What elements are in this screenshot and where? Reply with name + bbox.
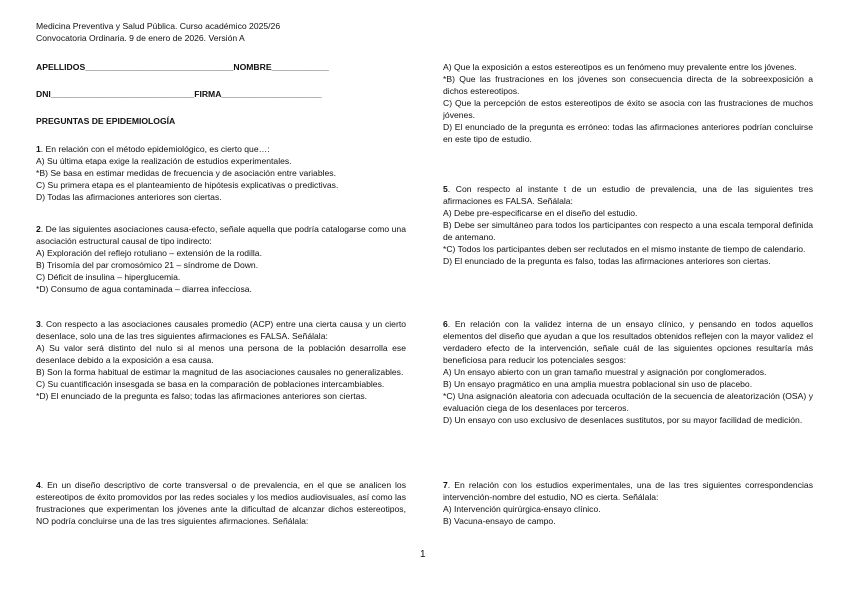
question-stem: 6. En relación con la validez interna de un ensayo clínico, y pensando en todos aquellos elementos del diseño que ayudan a que los resultados obtenidos reflejen con la mayor validez el verdadero efecto de la intervención, señale cuál de las siguientes opciones resultaría más beneficiosa para reducir los potenciales sesgos: [443,319,813,365]
option-d: D) Un ensayo con uso exclusivo de desenlaces sustitutos, por su mayor facilidad de medición. [443,415,803,425]
option-c: C) Que la percepción de estos estereotipos de éxito se asocia con las frustraciones de muchos jóvenes. [443,98,813,120]
question-number: 6 [443,319,448,329]
question-7 [443,479,813,527]
question-stem: 2. De las siguientes asociaciones causa-efecto, señale aquella que podría catalogarse como una asociación estructural causal de tipo indirecto: [36,224,406,246]
question-number: 2 [36,224,41,234]
option-a: A) Un ensayo abierto con un gran tamaño muestral y asignación por conglomerados. [443,367,767,377]
nombre-label: NOMBRE [233,62,272,72]
option-d: *D) Consumo de agua contaminada – diarrea infecciosa. [36,284,252,294]
nombre-field[interactable]: ____________ [271,62,329,72]
section-title: PREGUNTAS DE EPIDEMIOLOGÍA [36,116,176,126]
dni-firma-row [36,88,322,100]
question-2 [36,223,406,295]
option-a: A) Su última etapa exige la realización de estudios experimentales. [36,156,292,166]
firma-label: FIRMA [194,89,222,99]
dni-label: DNI [36,89,51,99]
option-d: D) Todas las afirmaciones anteriores son ciertas. [36,192,222,202]
option-b: *B) Se basa en estimar medidas de frecuencia y de asociación entre variables. [36,168,336,178]
question-stem: 5. Con respecto al instante t de un estudio de prevalencia, una de las siguientes tres afirmaciones es FALSA. Señálala: [443,184,813,206]
option-c: C) Déficit de insulina – hiperglucemia. [36,272,181,282]
option-b: B) Un ensayo pragmático en una amplia muestra poblacional sin uso de placebo. [443,379,753,389]
question-number: 5 [443,184,448,194]
option-d: D) El enunciado de la pregunta es erróneo: todas las afirmaciones anteriores podrían concluirse en este tipo de estudio. [443,122,813,144]
question-4 [36,479,406,527]
question-stem: 1. En relación con el método epidemiológico, es cierto que…: [36,144,270,154]
firma-field[interactable]: _____________________ [221,89,322,99]
option-b: B) Trisomía del par cromosómico 21 – síndrome de Down. [36,260,259,270]
dni-field[interactable]: ______________________________ [50,89,195,99]
option-c: *C) Todos los participantes deben ser reclutados en el mismo instante de tiempo de calendario. [443,244,806,254]
page-number: 1 [420,549,426,560]
option-d: *D) El enunciado de la pregunta es falso; todas las afirmaciones anteriores son ciertas. [36,391,368,401]
question-6 [443,318,813,426]
course-title: Medicina Preventiva y Salud Pública. Curso académico 2025/26 [36,21,281,31]
question-4-options [443,61,813,145]
exam-info: Convocatoria Ordinaria. 9 de enero de 2026. Versión A [36,33,245,43]
option-d: D) El enunciado de la pregunta es falso, todas las afirmaciones anteriores son ciertas. [443,256,771,266]
question-stem: 7. En relación con los estudios experimentales, una de las tres siguientes correspondencias intervención-nombre del estudio, NO es cierta. Señálala: [443,480,813,502]
option-c: *C) Una asignación aleatoria con adecuada ocultación de la secuencia de aleatorización (OSA) y evaluación ciega de los desenlaces por terceros. [443,391,813,413]
question-number: 3 [36,319,41,329]
apellidos-field[interactable]: _______________________________ [85,62,234,72]
option-a: A) Exploración del reflejo rotuliano – extensión de la rodilla. [36,248,262,258]
option-c: C) Su primera etapa es el planteamiento de hipótesis explicativas o predictivas. [36,180,339,190]
option-b: *B) Que las frustraciones en los jóvenes son consecuencia directa de la sobreexposición a dichos estereotipos. [443,74,813,96]
question-number: 1 [36,144,41,154]
question-number: 4 [36,480,41,490]
option-a: A) Intervención quirúrgica-ensayo clínico. [443,504,601,514]
question-5 [443,183,813,267]
option-a: A) Que la exposición a estos estereotipos es un fenómeno muy prevalente entre los jóvenes. [443,62,797,72]
option-a: A) Debe pre-especificarse en el diseño del estudio. [443,208,638,218]
option-b: B) Debe ser simultáneo para todos los participantes con respecto a una escala temporal definida de antemano. [443,220,813,242]
apellidos-nombre-row [36,61,329,73]
question-1 [36,143,406,203]
option-b: B) Son la forma habitual de estimar la magnitud de las asociaciones causales no generalizables. [36,367,404,377]
question-number: 7 [443,480,448,490]
apellidos-label: APELLIDOS [36,62,86,72]
option-c: C) Su cuantificación insesgada se basa en la comparación de poblaciones intercambiables. [36,379,385,389]
option-b: B) Vacuna-ensayo de campo. [443,516,556,526]
question-stem: 4. En un diseño descriptivo de corte transversal o de prevalencia, en el que se analicen los estereotipos de éxito promovidos por las redes sociales y los medios audiovisuales, así como las frustraciones que experimentan los jóvenes ante la dificultad de alcanzar dichos estereotipos, NO podría concluirse una de las tres siguientes afirmaciones. Señálala: [36,480,406,526]
option-a: A) Su valor será distinto del nulo si al menos una persona de la población desarrolla ese desenlace debido a la exposición a esa causa. [36,343,406,365]
question-stem: 3. Con respecto a las asociaciones causales promedio (ACP) entre una cierta causa y un cierto desenlace, solo una de las tres siguientes afirmaciones es FALSA. Señálala: [36,319,406,341]
question-3 [36,318,406,402]
